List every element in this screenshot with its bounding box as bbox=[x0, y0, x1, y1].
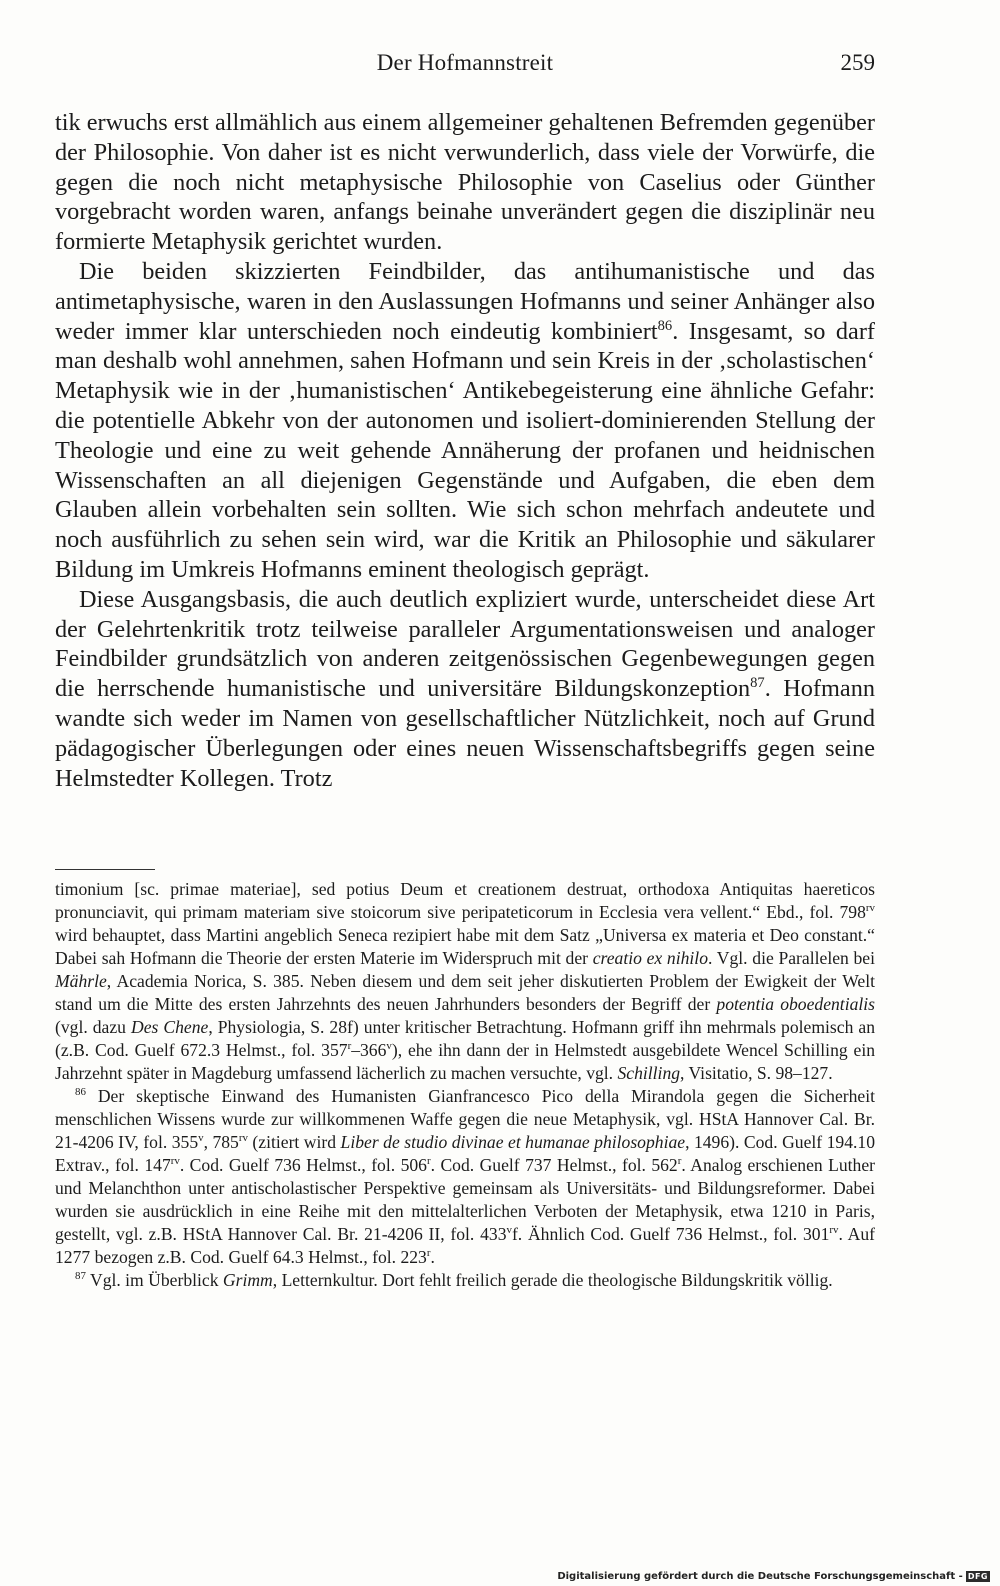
page-header bbox=[55, 50, 875, 84]
text-run: (vgl. dazu bbox=[55, 1017, 131, 1037]
footnote-marker: r bbox=[347, 1040, 352, 1053]
paragraph-3 bbox=[55, 585, 875, 794]
text-run: –366 bbox=[351, 1040, 387, 1060]
footnote-marker: r bbox=[677, 1155, 682, 1168]
text-run: , 1496). Cod. Guelf 194.10 Extrav., fol. 147 bbox=[55, 1132, 876, 1175]
footer-credit: Digitalisierung gefördert durch die Deutsche Forschungsgemeinschaft - bbox=[557, 1571, 963, 1582]
page-number: 259 bbox=[840, 50, 875, 75]
text-run: , Physiologia, S. 28f) unter kritischer Betrachtung. Hofmann griff ihn mehrmals polemisch an (z.B. Cod. Guelf 672.3 Helmst., fol. 357 bbox=[55, 1017, 875, 1060]
text-run: f. Ähnlich Cod. Guelf 736 Helmst., fol. 301 bbox=[511, 1224, 830, 1244]
text-run: Diese Ausgangsbasis, die auch deutlich expliziert wurde, unterscheidet diese Art der Gelehrtenkritik trotz teilweise paralleler Argumentationsweisen und analoger Feindbilder grundsätzlich von anderen zeitgenössischen Gegenbewegungen gegen die herrschende humanistische und universitäre Bildungskonzeption bbox=[55, 585, 875, 703]
footnote-marker: 86 bbox=[75, 1086, 86, 1099]
footnote-marker: rv bbox=[829, 1224, 839, 1237]
text-run: . Insgesamt, so darf man deshalb wohl annehmen, sahen Hofmann und sein Kreis in der ‚scholastischen‘ Metaphysik wie in der ‚humanistischen‘ Antikebegeisterung eine ähnliche Gefahr: die potentielle Abkehr von der autonomen und isoliert-dominierenden Stellung der Theologie und eine zu weit gehende Annäherung der profanen und heidnischen Wissenschaften an all diejenigen Gegenstände und Aufgaben, die eben dem Glauben allein vorbehalten sein sollten. Wie sich schon mehrfach andeutete und noch ausführlich zu sehen sein wird, war die Kritik an Philosophie und säkularer Bildung im Umkreis Hofmanns eminent theologisch geprägt. bbox=[55, 317, 876, 583]
text-run: wird behauptet, dass Martini angeblich Seneca rezipiert habe mit dem Satz „Universa ex materia et Deo constant.“ Dabei sah Hofmann die Theorie der ersten Materie im Widerspruch mit der bbox=[55, 925, 875, 968]
paragraph-2 bbox=[55, 257, 875, 585]
footnote-marker: 87 bbox=[750, 675, 765, 692]
footnote-marker: v bbox=[506, 1224, 512, 1237]
text-run: Vgl. im Überblick bbox=[85, 1270, 223, 1290]
italic-text: Grimm bbox=[222, 1270, 273, 1290]
text-run: tik erwuchs erst allmählich aus einem allgemeiner gehaltenen Befremden gegenüber der Philosophie. Von daher ist es nicht verwunderlich, dass viele der Vorwürfe, die gegen die noch nicht metaphysische Philosophie von Caselius oder Günther vorgebracht worden waren, anfangs beinahe unverändert gegen die disziplinär neu formierte Metaphysik gerichtet wurden. bbox=[55, 109, 875, 256]
text-run: . Auf 1277 bezogen z.B. Cod. Guelf 64.3 Helmst., fol. 223 bbox=[55, 1224, 876, 1267]
footnote-continuation bbox=[55, 878, 875, 1085]
italic-text: Des Chene bbox=[130, 1017, 209, 1037]
footnote-marker: 86 bbox=[657, 317, 673, 334]
footnote-marker: 87 bbox=[75, 1270, 86, 1283]
main-text bbox=[55, 108, 875, 793]
footnote-separator bbox=[55, 869, 155, 870]
text-run: . Hofmann wandte sich weder im Namen von gesellschaftlicher Nützlichkeit, noch auf Grund pädagogischer Überlegungen oder eines neuen Wissenschaftsbegriffs gegen seine Helmstedter Kollegen. Trotz bbox=[55, 675, 876, 792]
text-run: (zitiert wird bbox=[247, 1132, 341, 1152]
text-run: timonium [sc. primae materiae], sed potius Deum et creationem destruat, orthodoxa Antiquitas haereticos pronunciavit, qui primam materiam sive stoicorum sive peripateticorum in Ecclesia vera vellent.“ Ebd., fol. 798 bbox=[55, 879, 875, 922]
text-run: . bbox=[430, 1247, 435, 1267]
text-run: . Analog erschienen Luther und Melanchthon unter antischolastischer Perspektive gemeinsam als Universitäts- und Bildungsreformer. Dabei wurden sie ausdrücklich in eine Reihe mit den mittelalterlichen Verboten der Metaphysik, etwa 1210 in Paris, gestellt, vgl. z.B. HStA Hannover Cal. Br. 21-4206 II, fol. 433 bbox=[55, 1155, 876, 1244]
italic-text: Mährle bbox=[55, 971, 107, 991]
footnote-marker: rv bbox=[238, 1132, 248, 1145]
italic-text: Schilling bbox=[617, 1063, 681, 1083]
italic-text: creatio ex nihilo bbox=[592, 948, 708, 968]
running-title: Der Hofmannstreit bbox=[376, 50, 554, 75]
text-run: , 785 bbox=[203, 1132, 239, 1152]
footnote-86 bbox=[55, 1085, 875, 1269]
footnote-marker: rv bbox=[865, 902, 875, 915]
text-run: . Cod. Guelf 736 Helmst., fol. 506 bbox=[179, 1155, 427, 1175]
digitization-footer bbox=[557, 1571, 990, 1582]
text-run: . Cod. Guelf 737 Helmst., fol. 562 bbox=[430, 1155, 678, 1175]
text-run: , Academia Norica, S. 385. Neben diesem und dem seit jeher diskutierten Problem der Ewigkeit der Welt stand um die Mitte des ersten Jahrzehnts des neuen Jahrhunders besonders der Begriff der bbox=[55, 971, 875, 1014]
footnote-87 bbox=[55, 1269, 875, 1292]
footnote-marker: r bbox=[426, 1247, 431, 1260]
footnote-marker: v bbox=[198, 1132, 204, 1145]
italic-text: Liber de studio divinae et humanae philosophiae bbox=[340, 1132, 686, 1152]
dfg-logo: DFG bbox=[967, 1572, 988, 1581]
footnote-marker: v bbox=[386, 1040, 392, 1053]
footnote-marker: r bbox=[426, 1155, 431, 1168]
text-run: Die beiden skizzierten Feindbilder, das antihumanistische und das antimetaphysische, waren in den Auslassungen Hofmanns und seiner Anhänger also weder immer klar unterschieden noch eindeutig kombiniert bbox=[55, 257, 875, 345]
paragraph-1 bbox=[55, 108, 875, 257]
footnotes bbox=[55, 878, 875, 1292]
italic-text: potentia oboedentialis bbox=[716, 994, 876, 1014]
text-run: , Visitatio, S. 98–127. bbox=[680, 1063, 833, 1083]
footnote-marker: rv bbox=[170, 1155, 180, 1168]
text-run: . Vgl. die Parallelen bei bbox=[708, 948, 876, 968]
text-run: Der skeptische Einwand des Humanisten Gianfrancesco Pico della Mirandola gegen die Sicherheit menschlichen Wissens wurde zur willkommenen Waffe gegen die neue Metaphysik, vgl. HStA Hannover Cal. Br. 21-4206 IV, fol. 355 bbox=[55, 1086, 875, 1152]
text-run: , Letternkultur. Dort fehlt freilich gerade die theologische Bildungskritik völlig. bbox=[272, 1270, 833, 1290]
text-run: ), ehe ihn dann der in Helmstedt ausgebildete Wencel Schilling ein Jahrzehnt später in Magdeburg umfassend lächerlich zu machen versuchte, vgl. bbox=[55, 1040, 875, 1083]
